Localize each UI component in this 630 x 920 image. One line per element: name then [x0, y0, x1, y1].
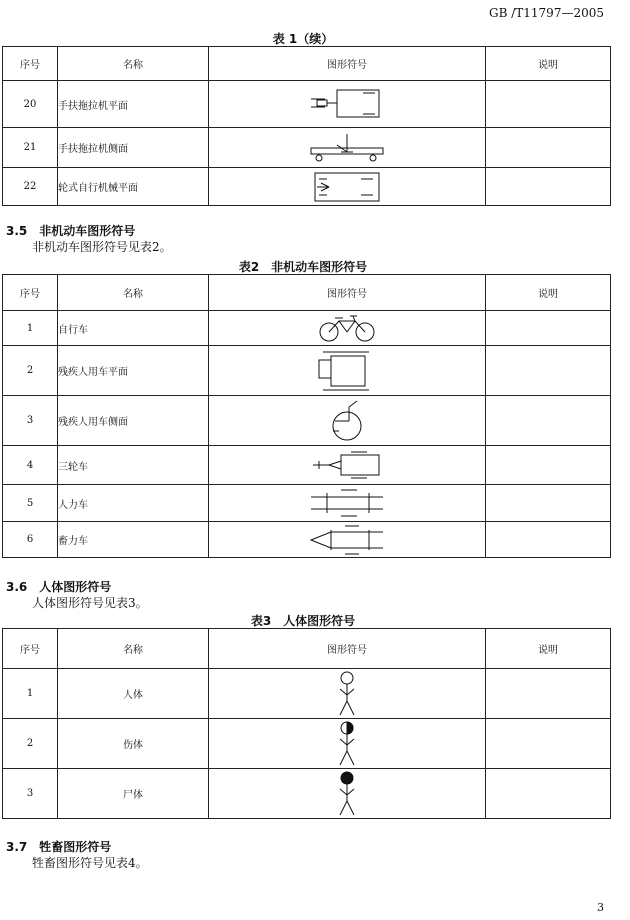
table-row: [3, 311, 611, 346]
col-header-desc: 说明: [486, 629, 611, 669]
bicycle-symbol: [317, 313, 377, 343]
table-row: [3, 669, 611, 719]
col-header-seq: 序号: [3, 275, 58, 311]
col-header-name: 名称: [58, 629, 209, 669]
table-row: [3, 396, 611, 446]
table-row: [3, 719, 611, 769]
col-header-name: 名称: [58, 275, 209, 311]
row-seq: 3: [3, 396, 58, 446]
row-name: 三轮车: [58, 446, 209, 485]
table-row: [3, 769, 611, 819]
row-desc: [486, 311, 611, 346]
row-seq: 22: [3, 168, 58, 206]
standard-code: GB /T11797—2005: [489, 6, 604, 20]
row-desc: [486, 396, 611, 446]
tricycle-symbol: [311, 449, 383, 481]
col-header-name: 名称: [58, 47, 209, 81]
row-desc: [486, 81, 611, 128]
table-row: [3, 522, 611, 558]
col-header-symbol: 图形符号: [209, 47, 486, 81]
walking-tractor-side-symbol: [307, 132, 387, 164]
col-header-seq: 序号: [3, 629, 58, 669]
row-desc: [486, 522, 611, 558]
table-row: [3, 168, 611, 206]
section-3-7-note: 牲畜图形符号见表4。: [32, 856, 148, 870]
col-header-symbol: 图形符号: [209, 629, 486, 669]
table2-caption: 表2 非机动车图形符号: [238, 260, 368, 274]
table-row: [3, 485, 611, 522]
wheelchair-side-symbol: [325, 399, 369, 443]
row-desc: [486, 446, 611, 485]
table-row: [3, 446, 611, 485]
row-name: 残疾人用车平面: [58, 346, 209, 396]
injured-body-symbol: [337, 721, 357, 767]
row-name: 轮式自行机械平面: [58, 168, 209, 206]
table3-caption: 表3 人体图形符号: [250, 614, 356, 628]
table-header-row: [3, 629, 611, 669]
section-3-5-heading: 3.5 非机动车图形符号: [6, 224, 136, 238]
row-name: 人体: [58, 669, 209, 719]
col-header-symbol: 图形符号: [209, 275, 486, 311]
row-name: 人力车: [58, 485, 209, 522]
col-header-seq: 序号: [3, 47, 58, 81]
row-desc: [486, 719, 611, 769]
row-name: 畜力车: [58, 522, 209, 558]
table2: [2, 274, 611, 558]
row-seq: 4: [3, 446, 58, 485]
row-name: 残疾人用车侧面: [58, 396, 209, 446]
page-number: 3: [597, 901, 604, 914]
row-desc: [486, 128, 611, 168]
row-seq: 21: [3, 128, 58, 168]
human-body-symbol: [337, 671, 357, 717]
table-row: [3, 81, 611, 128]
row-seq: 6: [3, 522, 58, 558]
section-3-6-heading: 3.6 人体图形符号: [6, 580, 112, 594]
row-name: 自行车: [58, 311, 209, 346]
row-desc: [486, 769, 611, 819]
animal-cart-symbol: [309, 524, 385, 556]
row-seq: 2: [3, 346, 58, 396]
rickshaw-symbol: [309, 487, 385, 519]
row-desc: [486, 168, 611, 206]
row-seq: 2: [3, 719, 58, 769]
row-seq: 5: [3, 485, 58, 522]
wheelchair-plan-symbol: [317, 350, 377, 392]
walking-tractor-plan-symbol: [307, 87, 387, 121]
row-name: 手扶拖拉机侧面: [58, 128, 209, 168]
row-seq: 1: [3, 311, 58, 346]
wheeled-machine-plan-symbol: [311, 171, 383, 203]
col-header-desc: 说明: [486, 275, 611, 311]
section-3-6-note: 人体图形符号见表3。: [32, 596, 148, 610]
table3: [2, 628, 611, 819]
table-row: [3, 128, 611, 168]
table-header-row: [3, 275, 611, 311]
row-name: 手扶拖拉机平面: [58, 81, 209, 128]
row-desc: [486, 669, 611, 719]
table-row: [3, 346, 611, 396]
table-header-row: [3, 47, 611, 81]
row-name: 尸体: [58, 769, 209, 819]
col-header-desc: 说明: [486, 47, 611, 81]
row-name: 伤体: [58, 719, 209, 769]
row-desc: [486, 346, 611, 396]
row-seq: 20: [3, 81, 58, 128]
row-seq: 1: [3, 669, 58, 719]
section-3-7-heading: 3.7 牲畜图形符号: [6, 840, 112, 854]
table1-caption: 表 1（续）: [272, 32, 334, 46]
row-seq: 3: [3, 769, 58, 819]
row-desc: [486, 485, 611, 522]
table1: [2, 46, 611, 206]
corpse-symbol: [337, 771, 357, 817]
section-3-5-note: 非机动车图形符号见表2。: [32, 240, 172, 254]
